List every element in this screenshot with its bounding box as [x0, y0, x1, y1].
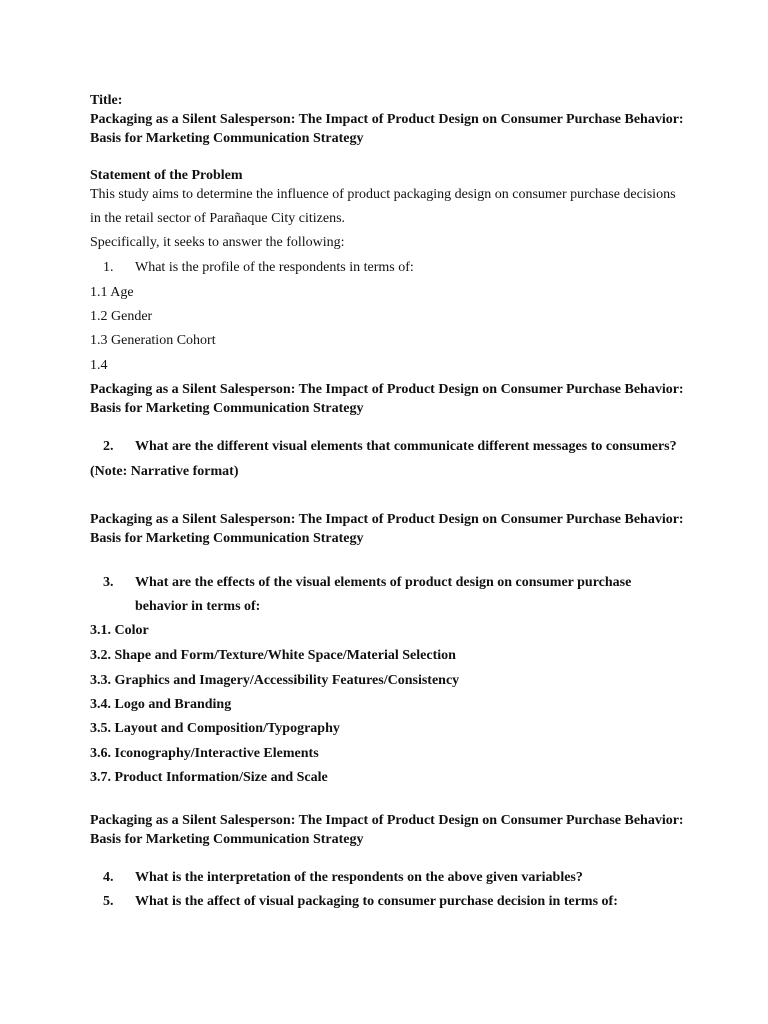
question-4-text: What is the interpretation of the respondents on the above given variables? [135, 870, 583, 885]
q1-sub-item: 1.1 Age [90, 285, 134, 300]
question-2-number: 2. [103, 439, 114, 454]
repeated-title-line-2: Basis for Marketing Communication Strategy [90, 531, 364, 546]
question-1-number: 1. [103, 260, 114, 275]
question-4-number: 4. [103, 870, 114, 885]
repeated-title-line-1: Packaging as a Silent Salesperson: The Impact of Product Design on Consumer Purchase Behavior: [90, 512, 684, 527]
q3-sub-item: 3.2. Shape and Form/Texture/White Space/Material Selection [90, 648, 456, 663]
repeated-title-line-1: Packaging as a Silent Salesperson: The Impact of Product Design on Consumer Purchase Behavior: [90, 382, 684, 397]
statement-heading: Statement of the Problem [90, 168, 243, 183]
q3-sub-item: 3.6. Iconography/Interactive Elements [90, 746, 319, 761]
question-2-text: What are the different visual elements that communicate different messages to consumers? [135, 439, 677, 454]
title-line-1: Packaging as a Silent Salesperson: The Impact of Product Design on Consumer Purchase Behavior: [90, 112, 684, 127]
question-3-number: 3. [103, 575, 114, 590]
question-2-note: (Note: Narrative format) [90, 464, 239, 479]
q1-sub-item: 1.3 Generation Cohort [90, 333, 216, 348]
question-3-text-line-1: What are the effects of the visual elements of product design on consumer purchase [135, 575, 632, 590]
specifically-line: Specifically, it seeks to answer the following: [90, 235, 345, 250]
q3-sub-item: 3.5. Layout and Composition/Typography [90, 721, 340, 736]
question-5-number: 5. [103, 894, 114, 909]
q3-sub-item: 3.1. Color [90, 623, 149, 638]
repeated-title-line-1: Packaging as a Silent Salesperson: The Impact of Product Design on Consumer Purchase Behavior: [90, 813, 684, 828]
question-3-text-line-2: behavior in terms of: [135, 599, 261, 614]
title-label: Title: [90, 93, 123, 108]
question-5-text: What is the affect of visual packaging to consumer purchase decision in terms of: [135, 894, 618, 909]
question-1-text: What is the profile of the respondents in terms of: [135, 260, 414, 275]
statement-paragraph-line-2: in the retail sector of Parañaque City citizens. [90, 211, 346, 226]
q1-sub-item: 1.4 [90, 358, 108, 373]
repeated-title-line-2: Basis for Marketing Communication Strategy [90, 401, 364, 416]
q1-sub-item: 1.2 Gender [90, 309, 153, 324]
q3-sub-item: 3.4. Logo and Branding [90, 697, 232, 712]
q3-sub-item: 3.3. Graphics and Imagery/Accessibility Features/Consistency [90, 673, 460, 688]
statement-paragraph-line-1: This study aims to determine the influence of product packaging design on consumer purchase decisions [90, 187, 676, 202]
repeated-title-line-2: Basis for Marketing Communication Strategy [90, 832, 364, 847]
title-line-2: Basis for Marketing Communication Strategy [90, 131, 364, 146]
q3-sub-item: 3.7. Product Information/Size and Scale [90, 770, 328, 785]
